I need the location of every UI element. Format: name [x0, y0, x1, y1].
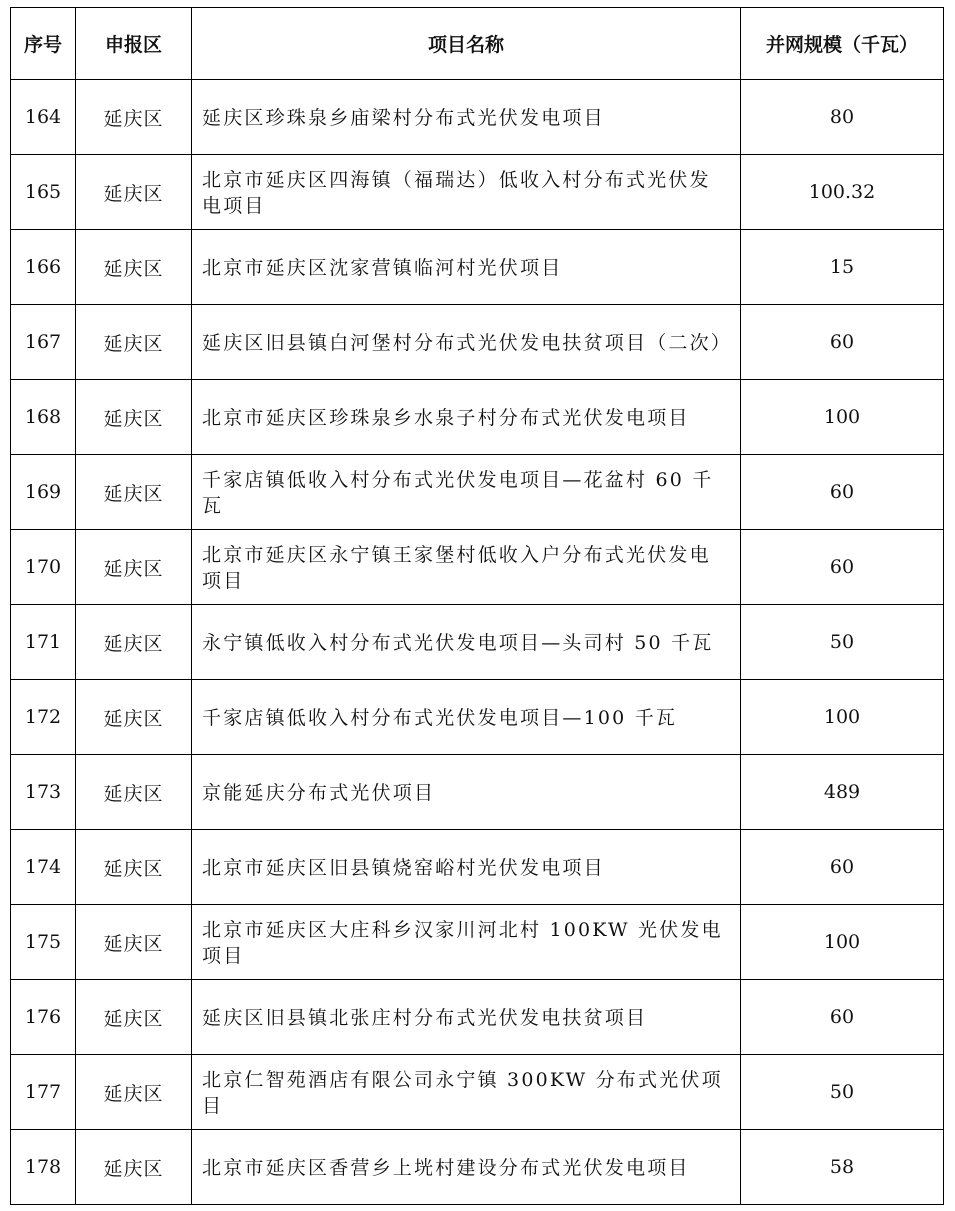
- row-district: 延庆区: [76, 680, 192, 755]
- table-row: [11, 755, 944, 830]
- row-capacity: 60: [741, 830, 944, 905]
- header-project-name: 项目名称: [192, 8, 741, 80]
- table-row: [11, 380, 944, 455]
- row-capacity: 100.32: [741, 155, 944, 230]
- row-capacity: 100: [741, 380, 944, 455]
- row-index: 165: [11, 155, 76, 230]
- row-capacity: 489: [741, 755, 944, 830]
- row-capacity: 60: [741, 455, 944, 530]
- document-page: [10, 7, 944, 1205]
- row-project-name: 北京市延庆区香营乡上垙村建设分布式光伏发电项目: [192, 1130, 741, 1205]
- row-project-name: 北京市延庆区珍珠泉乡水泉子村分布式光伏发电项目: [192, 380, 741, 455]
- table-row: [11, 605, 944, 680]
- row-district: 延庆区: [76, 905, 192, 980]
- row-index: 177: [11, 1055, 76, 1130]
- row-capacity: 58: [741, 1130, 944, 1205]
- row-district: 延庆区: [76, 455, 192, 530]
- row-project-name: 北京市延庆区沈家营镇临河村光伏项目: [192, 230, 741, 305]
- table-row: [11, 530, 944, 605]
- header-row: [11, 8, 944, 80]
- row-project-name: 千家店镇低收入村分布式光伏发电项目—100 千瓦: [192, 680, 741, 755]
- row-index: 176: [11, 980, 76, 1055]
- row-district: 延庆区: [76, 380, 192, 455]
- header-capacity: 并网规模（千瓦）: [741, 8, 944, 80]
- row-index: 164: [11, 80, 76, 155]
- row-project-name: 北京市延庆区旧县镇烧窑峪村光伏发电项目: [192, 830, 741, 905]
- row-capacity: 60: [741, 305, 944, 380]
- table-row: [11, 230, 944, 305]
- row-capacity: 50: [741, 1055, 944, 1130]
- table-row: [11, 1130, 944, 1205]
- row-district: 延庆区: [76, 230, 192, 305]
- table-row: [11, 1055, 944, 1130]
- row-index: 171: [11, 605, 76, 680]
- row-district: 延庆区: [76, 830, 192, 905]
- header-district: 申报区: [76, 8, 192, 80]
- row-capacity: 60: [741, 530, 944, 605]
- row-index: 175: [11, 905, 76, 980]
- row-project-name: 北京市延庆区永宁镇王家堡村低收入户分布式光伏发电项目: [192, 530, 741, 605]
- header-index: 序号: [11, 8, 76, 80]
- row-project-name: 千家店镇低收入村分布式光伏发电项目—花盆村 60 千瓦: [192, 455, 741, 530]
- table-row: [11, 830, 944, 905]
- row-index: 173: [11, 755, 76, 830]
- row-index: 169: [11, 455, 76, 530]
- row-capacity: 80: [741, 80, 944, 155]
- row-district: 延庆区: [76, 530, 192, 605]
- row-project-name: 北京仁智苑酒店有限公司永宁镇 300KW 分布式光伏项目: [192, 1055, 741, 1130]
- row-district: 延庆区: [76, 755, 192, 830]
- row-capacity: 15: [741, 230, 944, 305]
- row-project-name: 北京市延庆区大庄科乡汉家川河北村 100KW 光伏发电项目: [192, 905, 741, 980]
- row-project-name: 北京市延庆区四海镇（福瑞达）低收入村分布式光伏发电项目: [192, 155, 741, 230]
- row-capacity: 50: [741, 605, 944, 680]
- row-project-name: 延庆区珍珠泉乡庙梁村分布式光伏发电项目: [192, 80, 741, 155]
- row-capacity: 100: [741, 905, 944, 980]
- row-district: 延庆区: [76, 155, 192, 230]
- row-index: 178: [11, 1130, 76, 1205]
- table-row: [11, 980, 944, 1055]
- row-index: 166: [11, 230, 76, 305]
- table-row: [11, 905, 944, 980]
- row-index: 170: [11, 530, 76, 605]
- project-table: [10, 7, 944, 1205]
- row-project-name: 延庆区旧县镇白河堡村分布式光伏发电扶贫项目（二次）: [192, 305, 741, 380]
- row-district: 延庆区: [76, 1055, 192, 1130]
- row-project-name: 永宁镇低收入村分布式光伏发电项目—头司村 50 千瓦: [192, 605, 741, 680]
- row-index: 174: [11, 830, 76, 905]
- row-capacity: 100: [741, 680, 944, 755]
- table-row: [11, 680, 944, 755]
- row-district: 延庆区: [76, 1130, 192, 1205]
- row-district: 延庆区: [76, 80, 192, 155]
- table-row: [11, 80, 944, 155]
- row-project-name: 延庆区旧县镇北张庄村分布式光伏发电扶贫项目: [192, 980, 741, 1055]
- table-row: [11, 155, 944, 230]
- table-row: [11, 305, 944, 380]
- row-district: 延庆区: [76, 605, 192, 680]
- row-index: 167: [11, 305, 76, 380]
- row-capacity: 60: [741, 980, 944, 1055]
- row-district: 延庆区: [76, 305, 192, 380]
- row-index: 168: [11, 380, 76, 455]
- row-district: 延庆区: [76, 980, 192, 1055]
- row-project-name: 京能延庆分布式光伏项目: [192, 755, 741, 830]
- table-row: [11, 455, 944, 530]
- row-index: 172: [11, 680, 76, 755]
